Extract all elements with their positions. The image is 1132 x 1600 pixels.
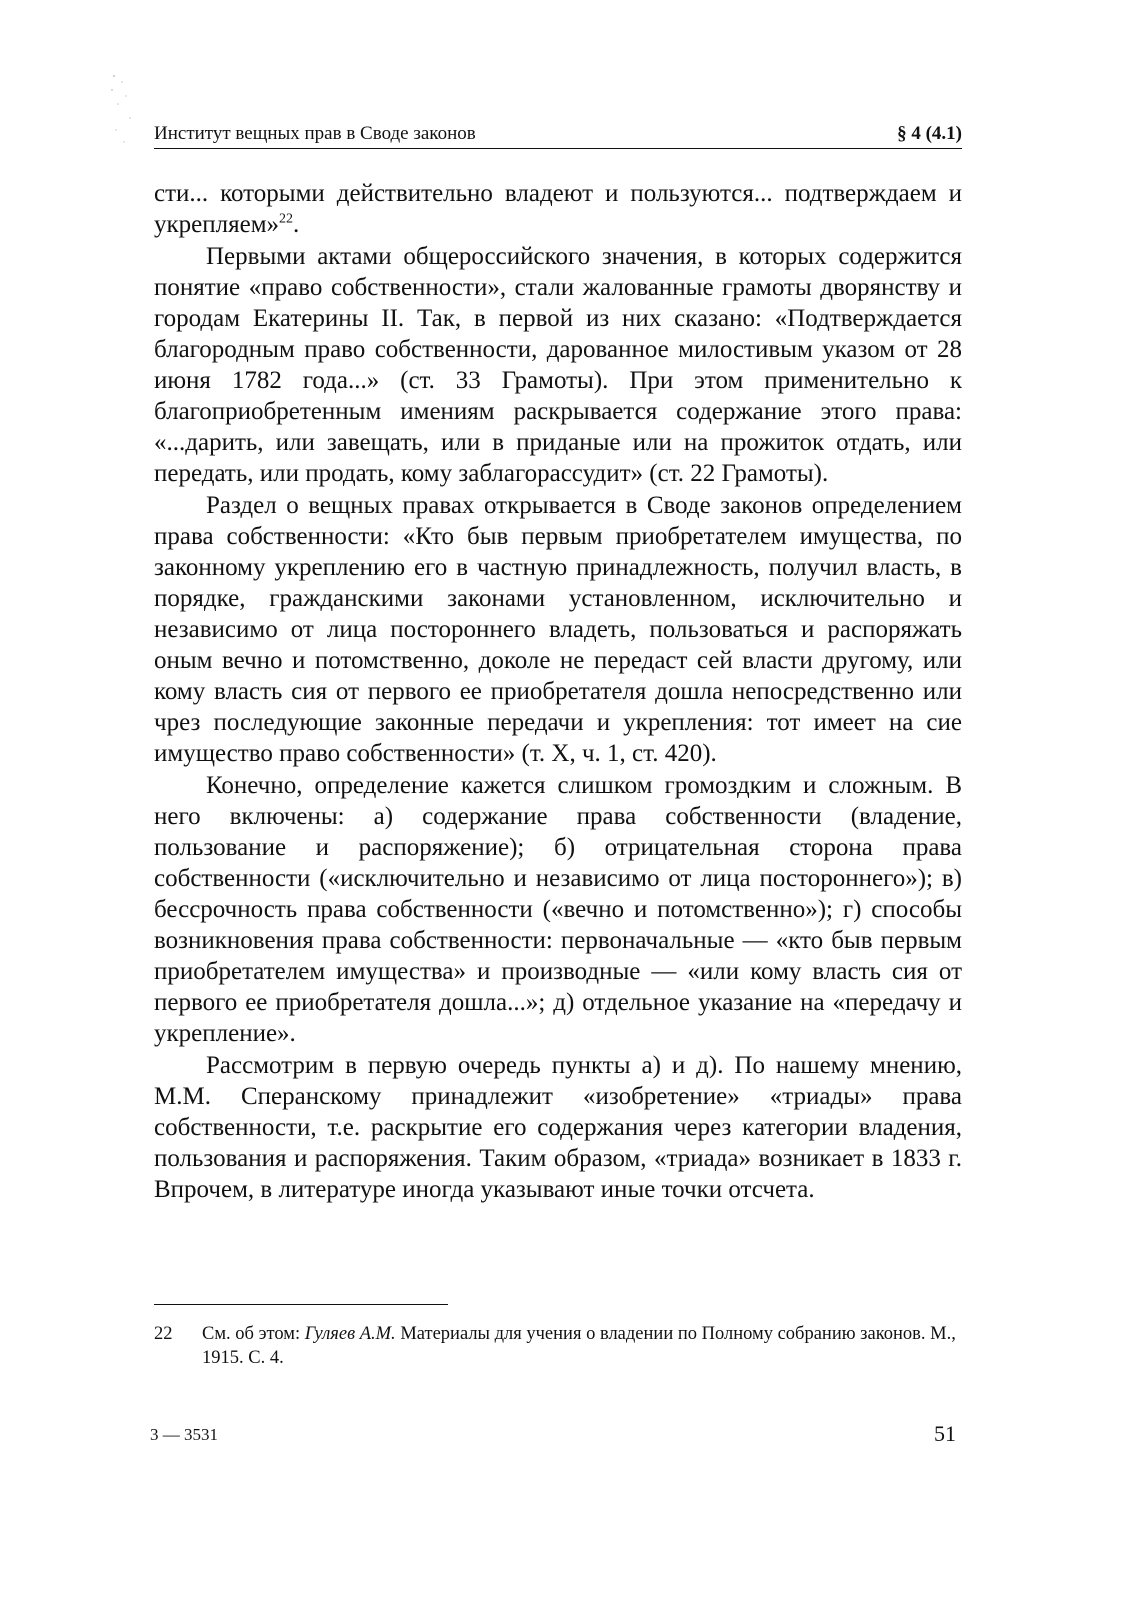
main-text	[154, 178, 962, 1205]
footnote-citation: Материалы для учения о владении по Полному собранию законов. М., 1915. С. 4.	[202, 1324, 956, 1368]
page-number: 51	[934, 1421, 956, 1446]
paragraph: Конечно, определение кажется слишком громоздким и сложным. В него включены: а) содержание права собственности (владение, пользование и распоряжение); б) отрицательная сторона права собственности («исключительно и независимо от лица постороннего»); в) бессрочность права собственности («вечно и потомственно»); г) способы возникновения права собственности: первоначальные — «кто быв первым приобретателем имущества» и производные — «или кому власть сия от первого ее приобретателя дошла...»; д) отдельное указание на «передачу и укрепление».	[154, 772, 962, 1047]
running-header-title: Институт вещных прав в Своде законов	[154, 123, 476, 144]
scan-speckle-mark	[104, 70, 138, 150]
running-header-section: § 4 (4.1)	[897, 123, 962, 144]
footnote-separator	[154, 1304, 448, 1305]
footnote-lead: См. об этом:	[202, 1324, 305, 1344]
footnote	[154, 1322, 962, 1370]
paragraph: Раздел о вещных правах открывается в Своде законов определением права собственности: «Кто быв первым приобретателем имущества, по законному укреплению его в частную принадлежность, получил власть, в порядке, гражданскими законами установленном, исключительно и независимо от лица постороннего владеть, пользоваться и распоряжать оным вечно и потомственно, доколе не передаст сей власти другому, или кому власть сия от первого ее приобретателя дошла непосредственно или чрез последующие законные передачи и укрепления: тот имеет на сие имущество право собственности» (т. X, ч. 1, ст. 420).	[154, 492, 962, 767]
footnote-author: Гуляев А.М.	[304, 1324, 396, 1344]
running-header	[154, 122, 962, 149]
footnote-number: 22	[154, 1324, 173, 1344]
printer-signature: 3 — 3531	[150, 1425, 218, 1444]
footnote-reference: 22	[279, 211, 294, 227]
footnote-body	[202, 1322, 962, 1370]
paragraph: Первыми актами общероссийского значения, в которых содержится понятие «право собственности», стали жалованные грамоты дворянству и городам Екатерины II. Так, в первой из них сказано: «Подтверждается благородным право собственности, дарованное милостивым указом от 28 июня 1782 года...» (ст. 33 Грамоты). При этом применительно к благоприобретенным имениям раскрывается содержание этого права: «...дарить, или завещать, или в приданые или на прожиток отдать, или передать, или продать, кому заблагорассудит» (ст. 22 Грамоты).	[154, 243, 962, 487]
paragraph-text: сти... которыми действительно владеют и пользуются... подтверждаем и укрепляем»	[154, 180, 962, 238]
paragraph: Рассмотрим в первую очередь пункты а) и д). По нашему мнению, М.М. Сперанскому принадлежит «изобретение» «триады» права собственности, т.е. раскрытие его содержания через категории владения, пользования и распоряжения. Таким образом, «триада» возникает в 1833 г. Впрочем, в литературе иногда указывают иные точки отсчета.	[154, 1052, 962, 1203]
paragraph-text-end: .	[293, 211, 300, 238]
paragraph-continuation	[154, 178, 962, 240]
